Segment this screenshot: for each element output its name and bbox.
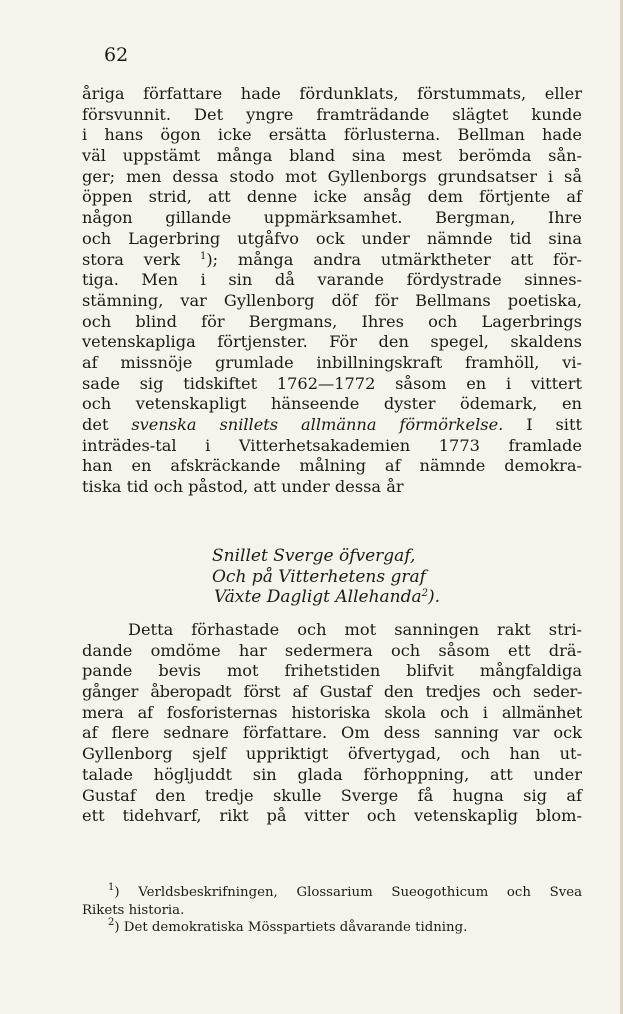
verse-line: Snillet Sverge öfvergaf,: [212, 546, 416, 566]
verse-line-with-footnote: [212, 587, 440, 608]
text-line: talade högljuddt sin glada förhoppning, att under: [82, 764, 582, 784]
footnote-1-text: ) Verldsbeskrifningen, Glossarium Sueogothicum och Svea: [114, 885, 582, 900]
page-number: 62: [104, 44, 129, 66]
footnotes: [82, 884, 582, 937]
text-line: ger; men dessa stodo mot Gyllenborgs grundsatser i så: [82, 166, 582, 186]
paragraph-1: [82, 84, 582, 498]
text-line: någon gillande uppmärksamhet. Bergman, Ihre: [82, 208, 582, 228]
text-line: Gyllenborg sjelf uppriktigt öfvertygad, och han ut-: [82, 744, 582, 764]
text-line: sade sig tidskiftet 1762—1772 såsom en i vittert: [82, 373, 582, 393]
verse-fragment: Växte Dagligt Allehanda: [214, 587, 422, 607]
paragraph-2: [82, 620, 582, 827]
text-line: inträdes-tal i Vitterhetsakademien 1773 framlade: [82, 435, 582, 455]
text-line: öppen strid, att denne icke ansåg dem förtjente af: [82, 187, 582, 207]
text-line: Gustaf den tredje skulle Sverge få hugna sig af: [82, 785, 582, 805]
text-line: stämning, var Gyllenborg döf för Bellmans poetiska,: [82, 290, 582, 310]
footnote-marker-2: 2: [421, 588, 429, 599]
text-line: af missnöje grumlade inbillningskraft framhöll, vi-: [82, 352, 582, 372]
text-line: pande bevis mot frihetstiden blifvit mångfaldiga: [82, 661, 582, 681]
text-line: i hans ögon icke ersätta förlusterna. Bellman hade: [82, 125, 582, 145]
text-line: försvunnit. Det yngre framträdande slägtet kunde: [82, 104, 582, 124]
text-fragment: ); många andra utmärktheter att för-: [206, 249, 582, 269]
footnote-2-marker: 2: [108, 917, 115, 928]
footnote-1-continuation: Rikets historia.: [82, 902, 185, 918]
text-line: gånger åberopadt först af Gustaf den tredjes och seder-: [82, 682, 582, 702]
italic-phrase: svenska snillets allmänna förmörkelse.: [131, 415, 504, 434]
text-line: åriga författare hade fördunklats, förstummats, eller: [82, 84, 582, 103]
text-fragment: det: [82, 415, 109, 434]
text-line: dande omdöme har sedermera och såsom ett drä-: [82, 640, 582, 660]
text-line: tiga. Men i sin då varande fördystrade sinnes-: [82, 270, 582, 290]
footnote-2: [82, 919, 582, 937]
text-line: och vetenskapligt hänseende dyster ödemark, en: [82, 394, 582, 414]
footnote-1-marker: 1: [108, 882, 115, 893]
text-line: tiska tid och påstod, att under dessa år: [82, 477, 404, 497]
text-line: väl uppstämt många bland sina mest berömda sån-: [82, 146, 582, 166]
text-line: han en afskräckande målning af nämnde demokra-: [82, 456, 582, 476]
text-line-with-footnote: [82, 250, 582, 271]
verse-line: Och på Vitterhetens graf: [212, 566, 426, 587]
footnote-2-text: ) Det demokratiska Mösspartiets dåvarande tidning.: [114, 920, 468, 935]
text-fragment: I sitt: [503, 415, 582, 434]
text-line: ett tidehvarf, rikt på vitter och vetenskaplig blom-: [82, 806, 582, 826]
text-line-with-italic: [82, 415, 582, 436]
text-line: vetenskapliga förtjenster. För den spegel, skaldens: [82, 332, 582, 352]
footnote-1: [82, 884, 582, 902]
text-line: af flere sednare författare. Om dess sanning var ock: [82, 723, 582, 743]
verse-quote: [212, 546, 440, 608]
verse-fragment: ).: [428, 587, 441, 607]
text-fragment: stora verk: [82, 249, 181, 269]
text-line: Detta förhastade och mot sanningen rakt stri-: [128, 620, 582, 639]
footnote-marker-1: 1: [199, 250, 207, 262]
text-line: mera af fosforisternas historiska skola och i allmänhet: [82, 702, 582, 722]
text-line: och Lagerbring utgåfvo ock under nämnde tid sina: [82, 228, 582, 248]
text-line: och blind för Bergmans, Ihres och Lagerbrings: [82, 311, 582, 331]
